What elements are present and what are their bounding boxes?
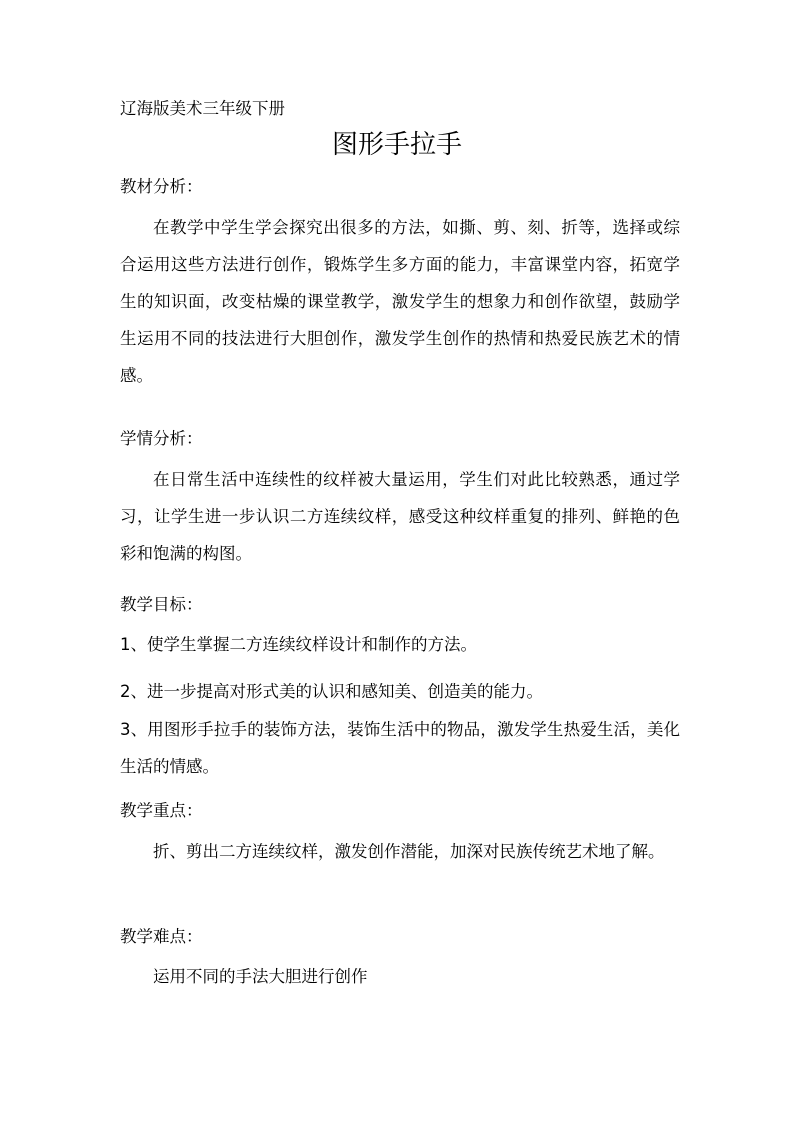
section-heading-textbook-analysis: 教材分析： [120,177,203,196]
document-title: 图形手拉手 [331,130,462,160]
section-paragraph-learner-analysis: 在日常生活中连续性的纹样被大量运用，学生们对此比较熟悉，通过学习，让学生进一步认识二方连续纹样，感受这种纹样重复的排列、鲜艳的色彩和饱满的构图。 [120,470,680,563]
section-paragraph-difficulties: 运用不同的手法大胆进行创作 [153,967,368,986]
section-heading-key-points: 教学重点： [120,801,203,820]
document-header: 辽海版美术三年级下册 [120,99,285,118]
goal-item-2: 2、进一步提高对形式美的认识和感知美、创造美的能力。 [120,682,543,701]
section-paragraph-key-points: 折、剪出二方连续纹样，激发创作潜能，加深对民族传统艺术地了解。 [153,842,665,861]
goal-item-1: 1、使学生掌握二方连续纹样设计和制作的方法。 [120,635,477,654]
section-heading-teaching-goals: 教学目标： [120,595,203,614]
section-paragraph-textbook-analysis: 在教学中学生学会探究出很多的方法，如撕、剪、刻、折等，选择或综合运用这些方法进行创作，锻炼学生多方面的能力，丰富课堂内容，拓宽学生的知识面，改变枯燥的课堂教学，激发学生的想象力和创作欲望，鼓励学生运用不同的技法进行大胆创作，激发学生创作的热情和热爱民族艺术的情感。 [120,218,680,385]
section-heading-difficulties: 教学难点： [120,927,203,946]
section-heading-learner-analysis: 学情分析： [120,429,203,448]
goal-item-3: 3、用图形手拉手的装饰方法，装饰生活中的物品，激发学生热爱生活，美化生活的情感。 [120,720,680,776]
